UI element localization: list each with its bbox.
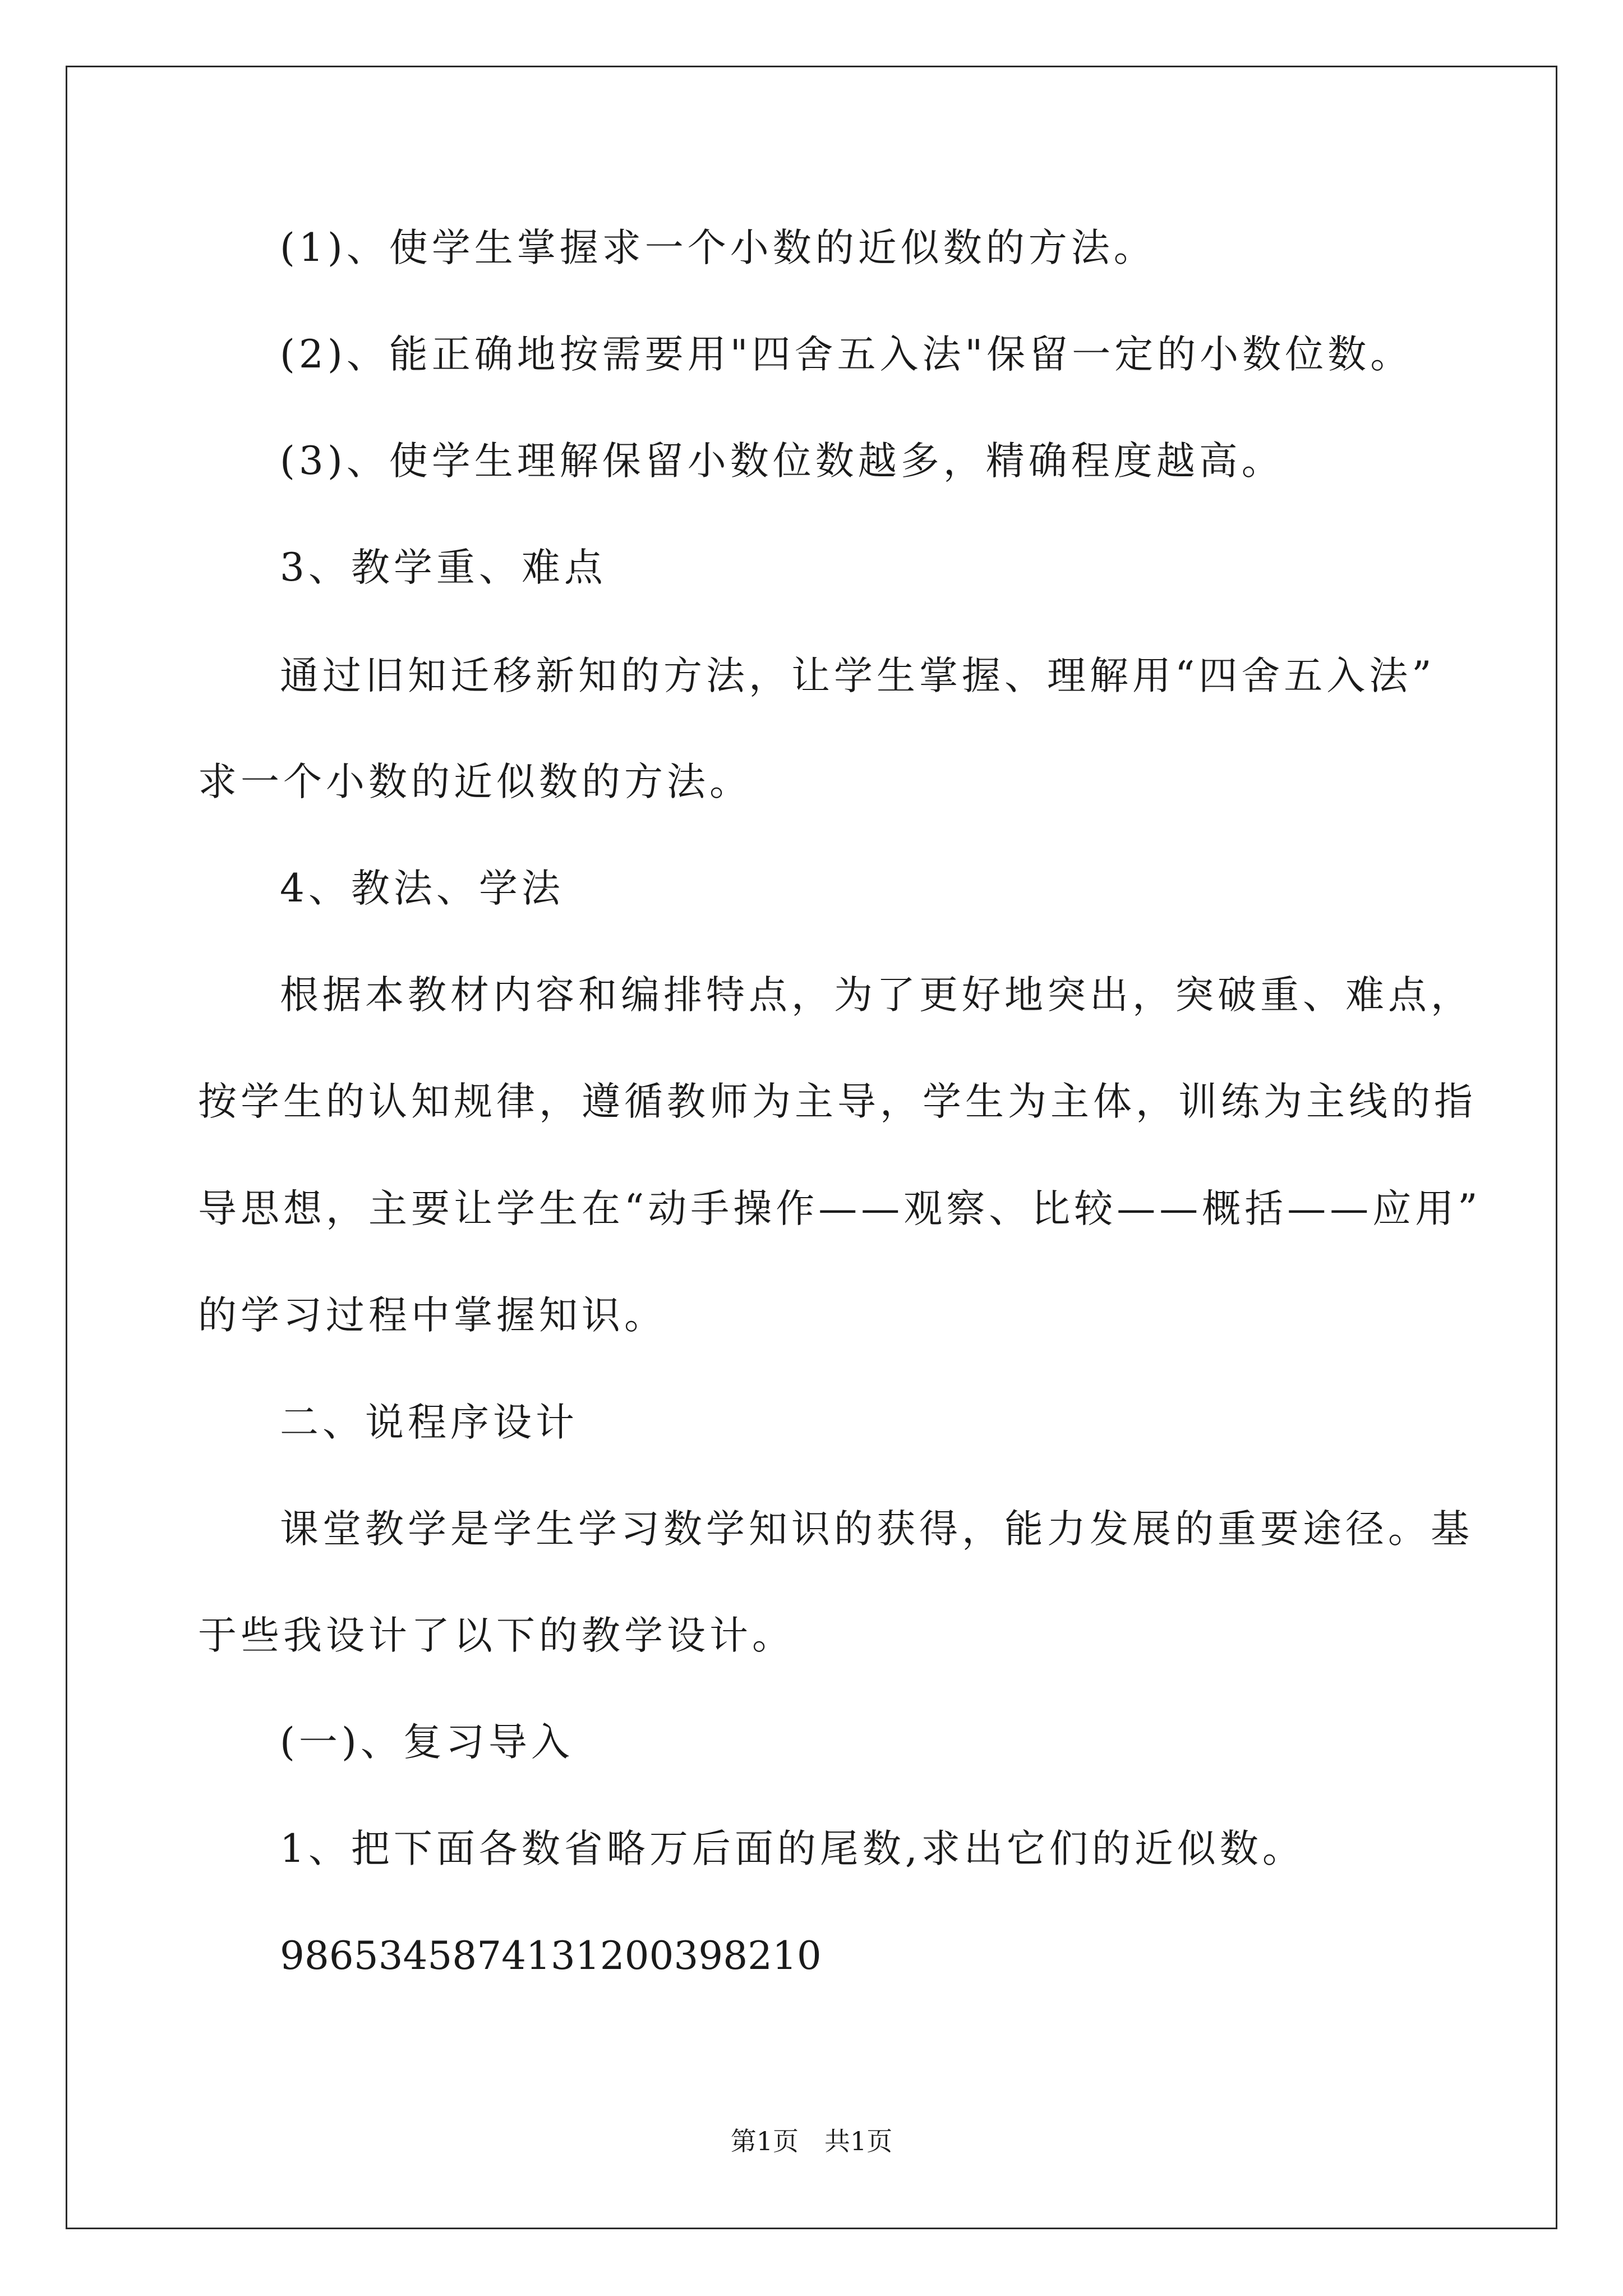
paragraph-methods-line-3: 导思想，主要让学生在“动手操作——观察、比较——概括——应用”: [198, 1186, 1482, 1231]
heading-key-points: 3、教学重、难点: [280, 545, 607, 590]
heading-program-design: 二、说程序设计: [280, 1400, 578, 1445]
paragraph-exercise-1: 1、把下面各数省略万后面的尾数,求出它们的近似数。: [280, 1826, 1305, 1871]
paragraph-number-list: 98653458741312003982​10: [280, 1934, 822, 1978]
paragraph-objective-3: (3)、使学生理解保留小数位数越多，精确程度越高。: [280, 439, 1284, 484]
heading-methods: 4、教法、学法: [280, 866, 564, 911]
paragraph-program-line-2: 于些我设计了以下的教学设计。: [198, 1613, 795, 1658]
paragraph-methods-line-1: 根据本教材内容和编排特点，为了更好地突出，突破重、难点，: [280, 973, 1473, 1018]
paragraph-methods-line-4: 的学习过程中掌握知识。: [198, 1293, 667, 1338]
paragraph-key-points-line-2: 求一个小数的近似数的方法。: [198, 760, 752, 804]
paragraph-key-points-line-1: 通过旧知迁移新知的方法，让学生掌握、理解用“四舍五入法”: [280, 654, 1436, 698]
paragraph-objective-2: (2)、能正确地按需要用"四舍五入法"保留一定的小数位数。: [280, 332, 1413, 377]
page-border: [66, 66, 1557, 2229]
paragraph-program-line-1: 课堂教学是学生学习数学知识的获得，能力发展的重要途径。基: [280, 1507, 1473, 1552]
page-number-footer: 第1页 共1页: [730, 2126, 893, 2156]
heading-review-intro: (一)、复习导入: [280, 1720, 574, 1765]
paragraph-methods-line-2: 按学生的认知规律，遵循教师为主导，学生为主体，训练为主线的指: [198, 1079, 1477, 1124]
paragraph-objective-1: (1)、使学生掌握求一个小数的近似数的方法。: [280, 226, 1156, 270]
